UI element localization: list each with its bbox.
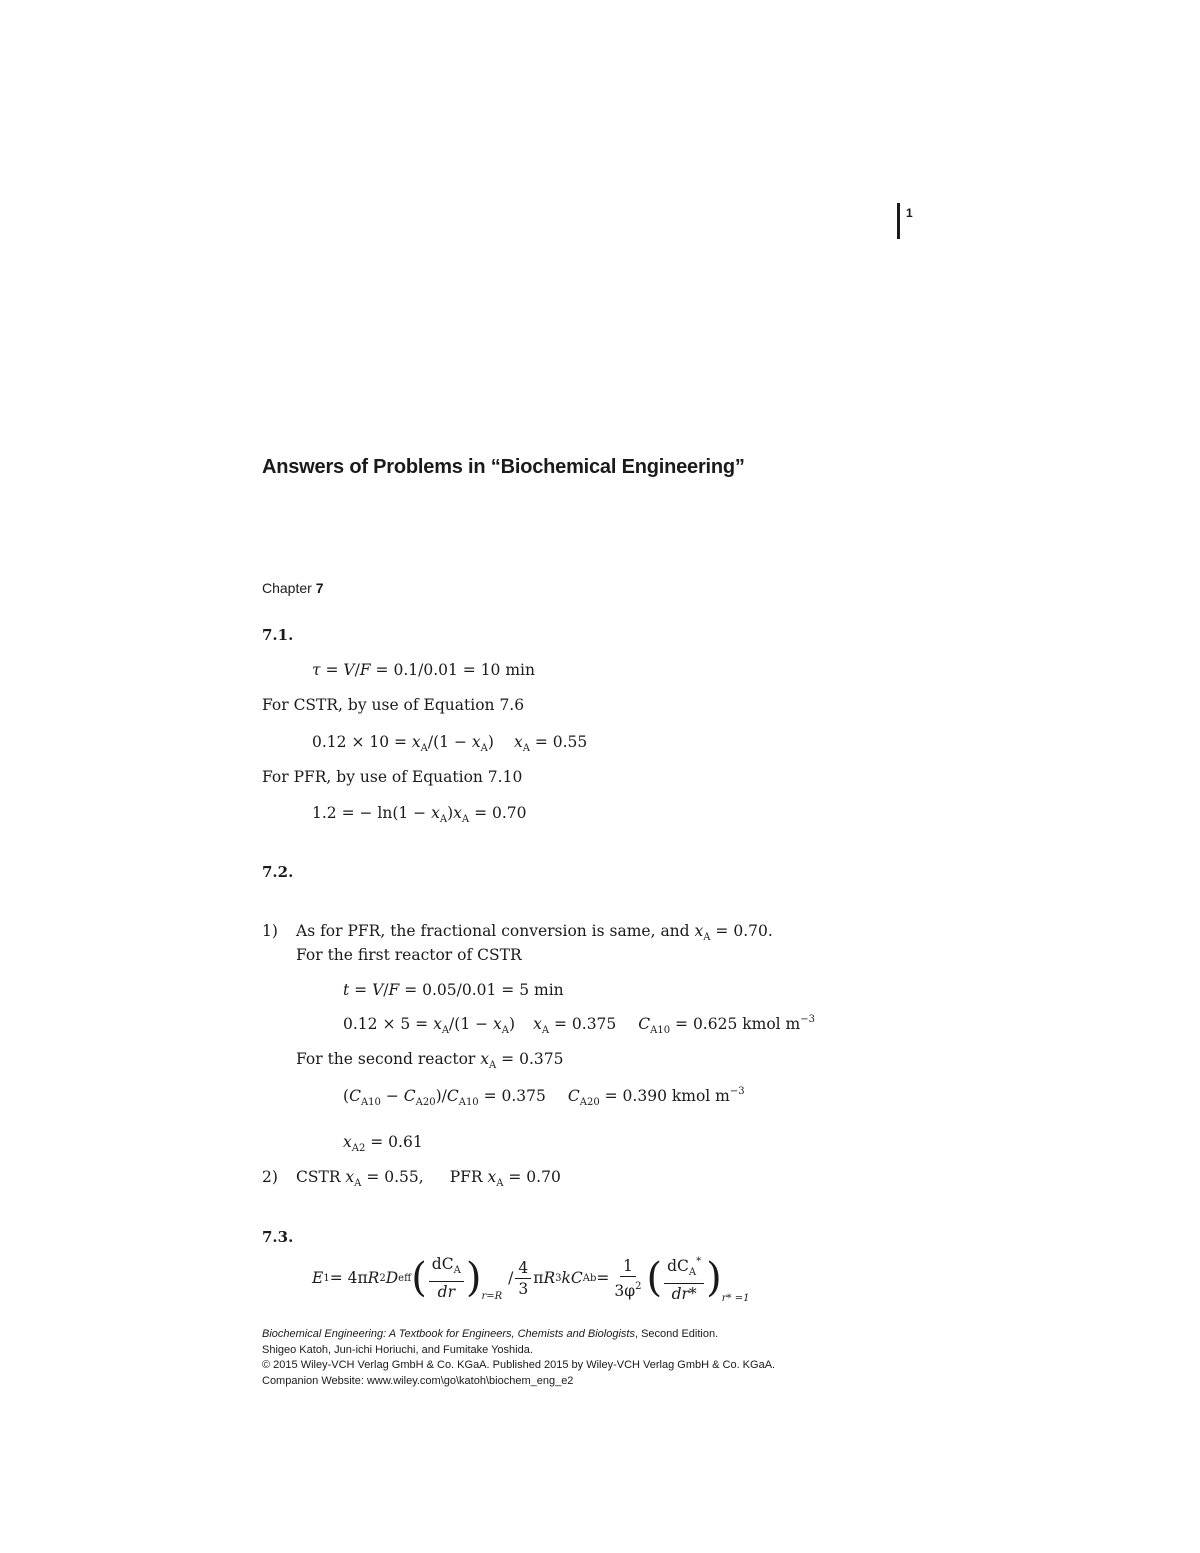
problem-7-3-number: 7.3.	[262, 1228, 294, 1246]
subscript: A2	[351, 1143, 366, 1154]
subscript: A	[441, 1025, 450, 1036]
subscript: A	[496, 1178, 504, 1189]
eq-text: )	[487, 733, 494, 751]
page-number-bar	[897, 203, 900, 239]
left-paren: (	[646, 1255, 663, 1301]
subscript: Ab	[582, 1272, 597, 1284]
subscript: 1	[323, 1272, 330, 1284]
evaluation-subscript: r* =1	[721, 1293, 750, 1304]
superscript: 2	[635, 1280, 642, 1292]
page-number: 1	[906, 206, 913, 220]
eq-text: 1.2 = − ln(1 −	[312, 804, 432, 822]
eq-text: = 0.70	[469, 804, 527, 822]
subscript: A	[480, 743, 488, 754]
subscript: A	[522, 743, 530, 754]
item-1-text	[296, 922, 773, 943]
eq-text: = 0.390 kmol m	[599, 1087, 730, 1105]
eq-text: /	[354, 661, 360, 679]
eq-text: = 0.55	[529, 733, 588, 751]
denominator: dr*	[671, 1285, 697, 1303]
subscript: A	[439, 814, 448, 825]
eq-text: =	[320, 661, 344, 679]
eq-text: /	[508, 1269, 514, 1287]
text-7-1-cstr: For CSTR, by use of Equation 7.6	[262, 696, 525, 714]
eq-text: = 4π	[329, 1269, 368, 1287]
variable-F: F	[359, 661, 371, 679]
variable-C: C	[570, 1269, 583, 1287]
variable-F: F	[388, 981, 400, 999]
copyright-footer	[262, 1327, 775, 1389]
eq-text: −	[380, 1087, 404, 1105]
text: CSTR	[296, 1168, 346, 1186]
eq-text: = 0.375	[549, 1015, 617, 1033]
eq-text: =	[349, 981, 373, 999]
subscript: eff	[398, 1272, 412, 1284]
variable-x: x	[343, 1133, 352, 1151]
footer-line-4: Companion Website: www.wiley.com\go\katoh\biochem_eng_e2	[262, 1374, 574, 1387]
denominator: 3	[518, 1279, 529, 1298]
evaluation-subscript: r=R	[481, 1291, 503, 1302]
denominator: 3φ	[614, 1281, 636, 1300]
equation-7-2-b	[343, 1014, 815, 1036]
variable-x: x	[513, 733, 523, 751]
edition-text: , Second Edition.	[634, 1328, 719, 1340]
equation-7-2-c	[343, 1086, 745, 1108]
subscript: A	[354, 1178, 362, 1189]
variable-x: x	[411, 733, 421, 751]
variable-x: x	[453, 804, 462, 822]
numerator: dC	[667, 1257, 689, 1275]
eq-text: = 0.61	[365, 1133, 423, 1151]
eq-text: )	[509, 1015, 516, 1033]
equation-7-3	[312, 1252, 749, 1304]
variable-x: x	[694, 922, 704, 940]
variable-C: C	[403, 1087, 416, 1105]
variable-x: x	[471, 733, 481, 751]
eq-text: =	[596, 1269, 610, 1287]
item-2-label: 2)	[262, 1168, 278, 1186]
variable-V: V	[343, 661, 355, 679]
page-title: Answers of Problems in “Biochemical Engineering”	[262, 456, 745, 478]
eq-text: )/	[435, 1087, 447, 1105]
variable-V: V	[372, 981, 384, 999]
text: PFR	[449, 1168, 488, 1186]
variable-C: C	[446, 1087, 459, 1105]
variable-x: x	[431, 804, 440, 822]
equation-7-1-a	[312, 661, 535, 679]
chapter-heading	[262, 580, 324, 596]
left-paren: (	[411, 1255, 427, 1301]
subscript: A20	[415, 1097, 436, 1108]
eq-text: (	[343, 1087, 350, 1105]
variable-x: x	[533, 1015, 542, 1033]
problem-7-2-number: 7.2.	[262, 863, 294, 881]
equation-7-1-c	[312, 804, 527, 825]
text: = 0.70	[503, 1168, 561, 1186]
subscript: A10	[458, 1097, 479, 1108]
right-paren: )	[706, 1255, 722, 1301]
tau-symbol: τ	[312, 661, 321, 679]
numerator: 1	[620, 1256, 636, 1277]
subscript: A	[489, 1060, 497, 1071]
superscript: 3	[555, 1272, 562, 1284]
variable-C: C	[349, 1087, 361, 1105]
fraction-dCA-star	[664, 1252, 704, 1304]
numerator: 4	[515, 1258, 531, 1279]
subscript: A10	[650, 1025, 671, 1036]
fraction-4-3	[515, 1258, 531, 1299]
eq-text: = 0.375	[478, 1087, 546, 1105]
variable-k: k	[561, 1269, 571, 1287]
eq-text: /(1 −	[427, 733, 472, 751]
footer-line-3: © 2015 Wiley-VCH Verlag GmbH & Co. KGaA. Published 2015 by Wiley-VCH Verlag GmbH & Co. KGaA.	[262, 1359, 776, 1371]
numerator: dC	[431, 1255, 454, 1273]
variable-x: x	[433, 1015, 442, 1033]
fraction-1-3phi2	[611, 1256, 644, 1301]
variable-R: R	[543, 1269, 556, 1287]
variable-x: x	[493, 1015, 502, 1033]
footer-line-2: Shigeo Katoh, Jun-ichi Horiuchi, and Fumitake Yoshida.	[262, 1343, 533, 1356]
subscript: A	[541, 1025, 550, 1036]
superscript: *	[696, 1256, 702, 1267]
book-title: Biochemical Engineering: A Textbook for Engineers, Chemists and Biologists	[262, 1328, 635, 1340]
variable-C: C	[638, 1015, 651, 1033]
subscript: A	[703, 932, 711, 943]
chapter-label: Chapter	[262, 580, 312, 596]
eq-text: = 0.625 kmol m	[670, 1015, 801, 1033]
eq-text: )	[447, 804, 454, 822]
footer-line-1	[262, 1327, 775, 1343]
text-7-1-pfr: For PFR, by use of Equation 7.10	[262, 768, 523, 786]
text: For the second reactor	[296, 1050, 481, 1068]
text: As for PFR, the fractional conversion is same, and	[296, 922, 695, 940]
text: = 0.55,	[361, 1168, 424, 1186]
variable-t: t	[343, 981, 350, 999]
variable-x: x	[345, 1168, 355, 1186]
text: = 0.375	[496, 1050, 564, 1068]
subscript: A	[501, 1025, 510, 1036]
pi-symbol: π	[533, 1269, 544, 1287]
eq-text: 0.12 × 10 =	[312, 733, 412, 751]
second-reactor-text	[296, 1050, 563, 1071]
problem-7-1-number: 7.1.	[262, 626, 294, 644]
superscript: 2	[379, 1272, 386, 1284]
eq-text: = 0.05/0.01 = 5 min	[399, 981, 564, 999]
variable-D: D	[385, 1269, 399, 1287]
equation-7-2-d	[343, 1133, 423, 1154]
eq-text: /	[383, 981, 389, 999]
superscript: −3	[800, 1014, 816, 1025]
item-1-label: 1)	[262, 922, 278, 940]
subscript: A20	[579, 1097, 600, 1108]
variable-C: C	[567, 1087, 580, 1105]
denominator: dr	[437, 1283, 455, 1301]
eq-text: = 0.1/0.01 = 10 min	[370, 661, 535, 679]
subscript: A10	[360, 1097, 381, 1108]
eq-text: /(1 −	[449, 1015, 494, 1033]
chapter-number: 7	[315, 580, 324, 596]
fraction-dCA-dr	[429, 1254, 464, 1302]
variable-E: E	[312, 1269, 324, 1287]
equation-7-1-b	[312, 733, 587, 754]
subscript: A	[461, 814, 470, 825]
item-1-line2: For the first reactor of CSTR	[296, 946, 522, 964]
variable-x: x	[480, 1050, 490, 1068]
subscript: A	[453, 1265, 461, 1276]
right-paren: )	[465, 1255, 482, 1301]
superscript: −3	[729, 1086, 745, 1097]
eq-text: 0.12 × 5 =	[343, 1015, 434, 1033]
variable-x: x	[487, 1168, 497, 1186]
subscript: A	[420, 743, 428, 754]
item-2-text	[296, 1168, 561, 1189]
equation-7-2-a	[343, 981, 564, 999]
text: = 0.70.	[710, 922, 773, 940]
variable-R: R	[367, 1269, 380, 1287]
subscript: A	[688, 1267, 697, 1278]
